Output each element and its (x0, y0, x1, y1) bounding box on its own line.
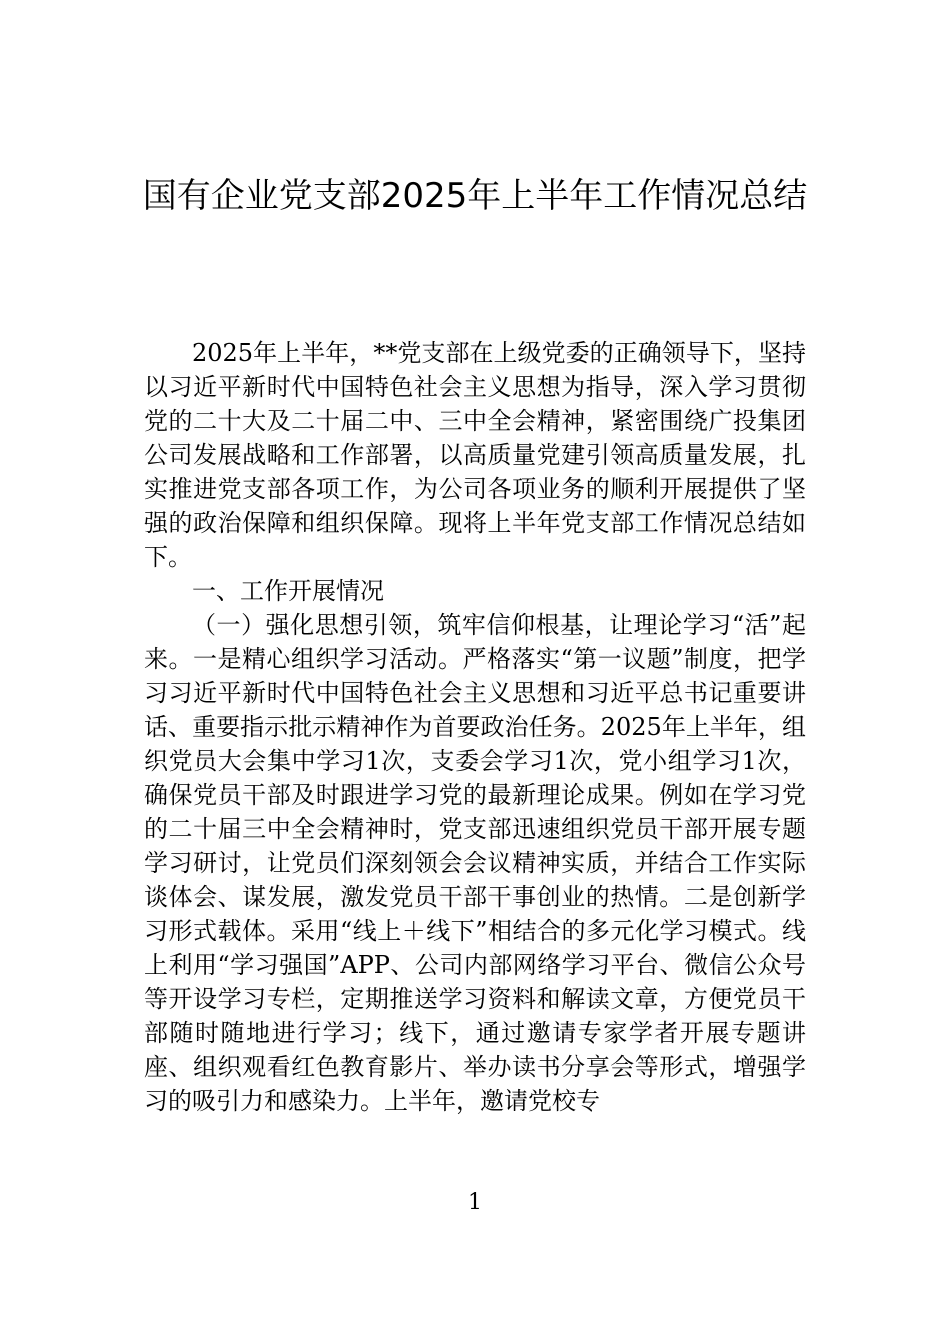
section-heading: 一、工作开展情况 (192, 577, 384, 605)
intro-paragraph: 2025年上半年，**党支部在上级党委的正确领导下，坚持以习近平新时代中国特色社会主义思想为指导，深入学习贯彻党的二十大及二十届二中、三中全会精神，紧密围绕广投集团公司发展战略和工作部署，以高质量党建引领高质量发展，扎实推进党支部各项工作，为公司各项业务的顺利开展提供了坚强的政治保障和组织保障。现将上半年党支部工作情况总结如下。 (144, 339, 806, 571)
document-body (144, 336, 806, 1118)
document-title: 国有企业党支部2025年上半年工作情况总结 (142, 176, 808, 216)
section-paragraph: （一）强化思想引领，筑牢信仰根基，让理论学习“活”起来。一是精心组织学习活动。严格落实“第一议题”制度，把学习习近平新时代中国特色社会主义思想和习近平总书记重要讲话、重要指示批示精神作为首要政治任务。2025年上半年，组织党员大会集中学习1次，支委会学习1次，党小组学习1次，确保党员干部及时跟进学习党的最新理论成果。例如在学习党的二十届三中全会精神时，党支部迅速组织党员干部开展专题学习研讨，让党员们深刻领会会议精神实质，并结合工作实际谈体会、谋发展，激发党员干部干事创业的热情。二是创新学习形式载体。采用“线上＋线下”相结合的多元化学习模式。线上利用“学习强国”APP、公司内部网络学习平台、微信公众号等开设学习专栏，定期推送学习资料和解读文章，方便党员干部随时随地进行学习；线下，通过邀请专家学者开展专题讲座、组织观看红色教育影片、举办读书分享会等形式，增强学习的吸引力和感染力。上半年，邀请党校专 (144, 611, 806, 1115)
page-number: 1 (468, 1190, 482, 1215)
